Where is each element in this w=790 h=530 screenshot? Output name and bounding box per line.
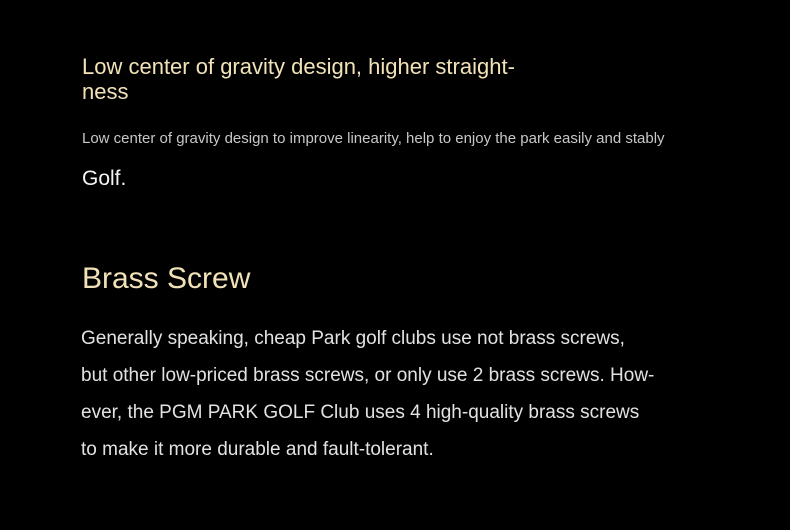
gravity-design-heading-line-1: Low center of gravity design, higher straight- [82, 54, 515, 79]
gravity-design-description: Low center of gravity design to improve linearity, help to enjoy the park easily and stably [82, 130, 665, 147]
gravity-design-heading-line-2: ness [82, 79, 129, 104]
gravity-design-description-continuation: Golf. [82, 167, 127, 190]
brass-screw-description-line-1: Generally speaking, cheap Park golf clubs use not brass screws, [81, 328, 625, 349]
brass-screw-description [81, 320, 681, 468]
gravity-design-heading [82, 54, 602, 104]
brass-screw-heading: Brass Screw [82, 262, 251, 295]
brass-screw-description-line-4: to make it more durable and fault-tolerant. [81, 439, 434, 460]
brass-screw-description-line-3: ever, the PGM PARK GOLF Club uses 4 high-quality brass screws [81, 402, 640, 423]
brass-screw-description-line-2: but other low-priced brass screws, or only use 2 brass screws. How- [81, 365, 655, 386]
